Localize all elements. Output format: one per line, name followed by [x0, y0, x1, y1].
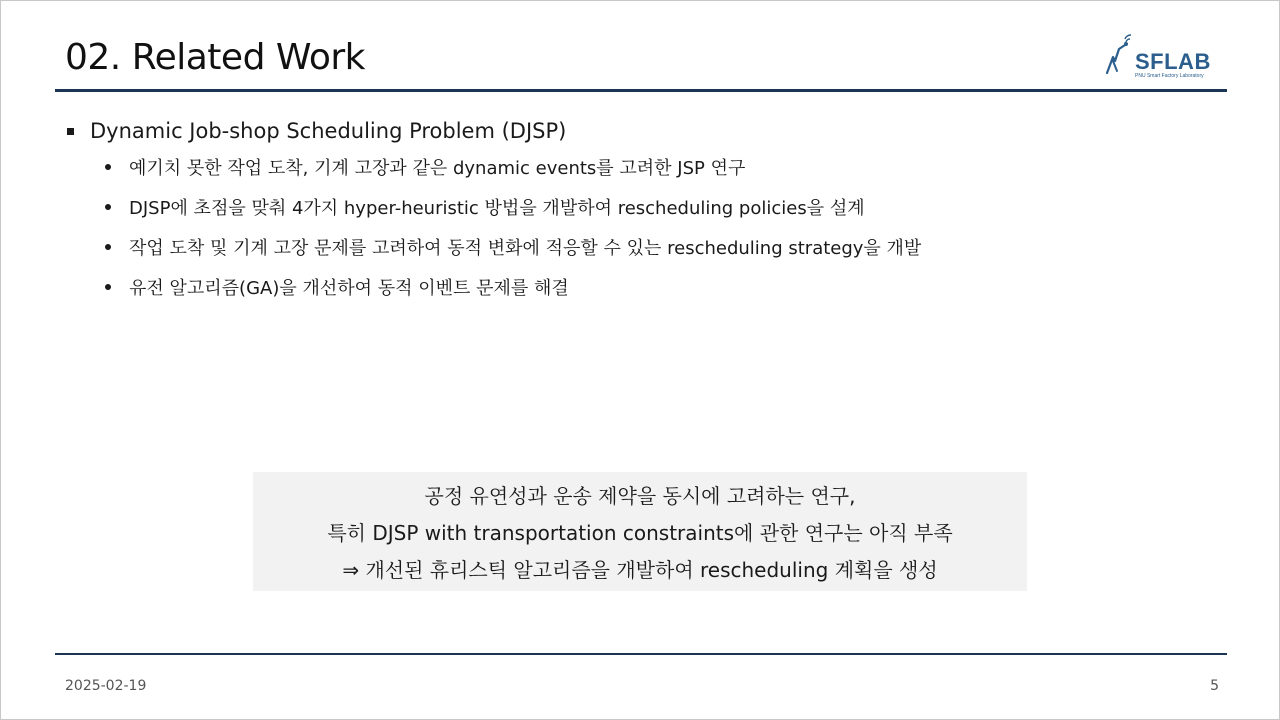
- dot-bullet-icon: [105, 284, 111, 290]
- page-number: 5: [1210, 678, 1219, 694]
- header-divider: [55, 89, 1227, 92]
- sub-bullet-item: [65, 227, 1215, 267]
- sub-bullet-item: [65, 187, 1215, 227]
- dot-bullet-icon: [105, 164, 111, 170]
- main-bullet: [65, 115, 1215, 147]
- sub-bullet-item: [65, 147, 1215, 187]
- slide-title: 02. Related Work: [65, 37, 366, 78]
- sub-bullet-text: 예기치 못한 작업 도착, 기계 고장과 같은 dynamic events를 고려한 JSP 연구: [129, 158, 746, 179]
- callout-line: ⇒ 개선된 휴리스틱 알고리즘을 개발하여 rescheduling 계획을 생성: [342, 558, 938, 582]
- logo-subtext: PNU Smart Factory Laboratory: [1135, 73, 1204, 79]
- sub-bullet-text: DJSP에 초점을 맞춰 4가지 hyper-heuristic 방법을 개발하여 rescheduling policies을 설계: [129, 198, 865, 219]
- sflab-logo: [1101, 31, 1213, 81]
- callout-line: 공정 유연성과 운송 제약을 동시에 고려하는 연구,: [424, 484, 856, 508]
- summary-callout-box: [253, 472, 1027, 591]
- sub-bullet-list: [65, 147, 1215, 307]
- main-bullet-text: Dynamic Job-shop Scheduling Problem (DJSP): [90, 119, 567, 143]
- dot-bullet-icon: [105, 244, 111, 250]
- sub-bullet-item: [65, 267, 1215, 307]
- logo-text: SFLAB: [1135, 49, 1211, 74]
- dot-bullet-icon: [105, 204, 111, 210]
- callout-line: 특히 DJSP with transportation constraints에 관한 연구는 아직 부족: [327, 521, 953, 545]
- content-area: [65, 115, 1215, 307]
- sub-bullet-text: 유전 알고리즘(GA)을 개선하여 동적 이벤트 문제를 해결: [129, 278, 569, 299]
- sub-bullet-text: 작업 도착 및 기계 고장 문제를 고려하여 동적 변화에 적응할 수 있는 rescheduling strategy을 개발: [129, 238, 922, 259]
- footer-divider: [55, 653, 1227, 655]
- footer-date: 2025-02-19: [65, 678, 147, 694]
- square-bullet-icon: [67, 128, 74, 135]
